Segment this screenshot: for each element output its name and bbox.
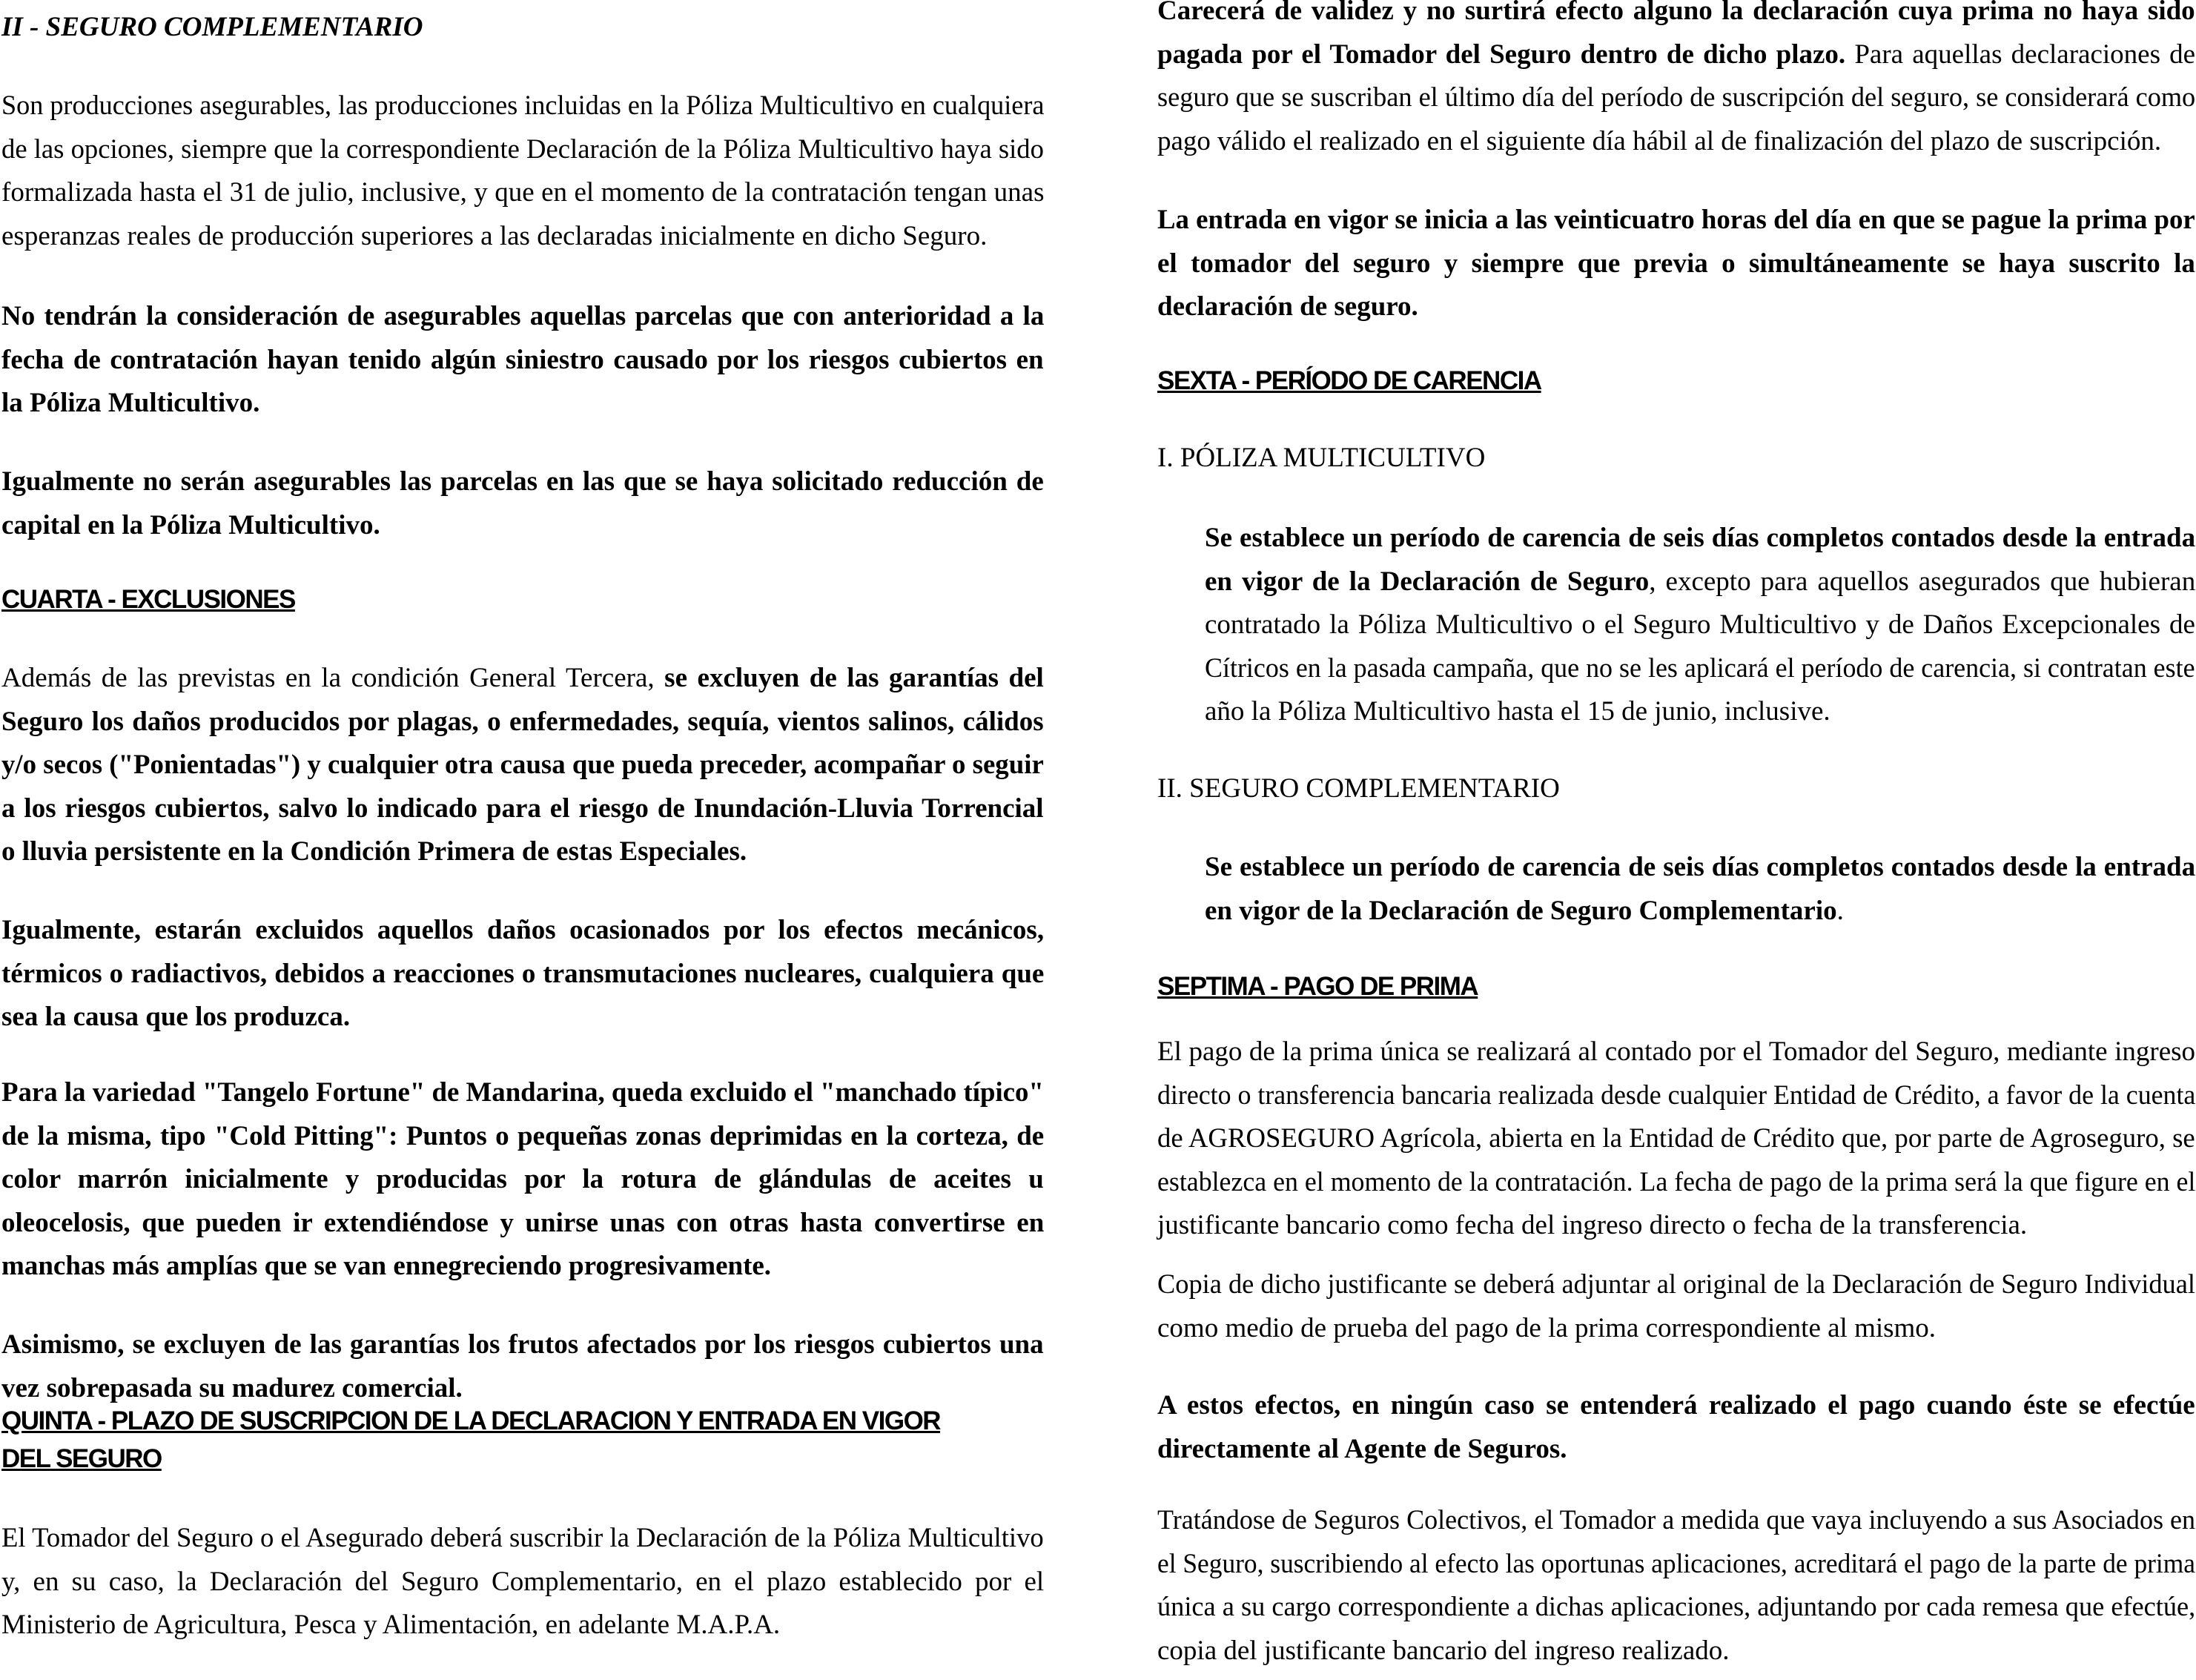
bold-text: de la misma, tipo "Cold Pitting": Puntos o pequeñas zonas deprimidas en la corteza, de [1, 1120, 1045, 1151]
text: El pago de la prima única se realizará al contado por el Tomador del Seguro, mediante ingreso [1157, 1036, 2196, 1067]
bold-text: el tomador del seguro y siempre que previa o simultáneamente se haya suscrito la [1157, 248, 2195, 279]
text: de las opciones, siempre que la correspondiente Declaración de la Póliza Multicultivo haya sido [1, 133, 1044, 165]
text: Son producciones asegurables, las producciones incluidas en la Póliza Multicultivo en cualquiera [1, 90, 1045, 121]
text-line [1205, 603, 2195, 647]
heading-cuarta [1, 578, 1044, 622]
text-line [1, 1245, 1044, 1289]
text-line [1157, 199, 2195, 242]
bold-text: directamente al Agente de Seguros. [1157, 1433, 1567, 1464]
text: . [1836, 895, 1844, 926]
bold-text: La entrada en vigor se inicia a las veinticuatro horas del día en que se pague la prima por [1157, 205, 2195, 235]
text: de AGROSEGURO Agrícola, abierta en la Entidad de Crédito que, por parte de Agroseguro, se [1157, 1123, 2195, 1154]
paragraph [1205, 517, 2195, 734]
text-line [1205, 647, 2195, 691]
text: contratado la Póliza Multicultivo o el Seguro Multicultivo y de Daños Excepcionales de [1205, 609, 2195, 641]
paragraph [1157, 1384, 2195, 1471]
text-line [1, 657, 1044, 701]
bold-text: Igualmente, estarán excluidos aquellos daños ocasionados por los efectos mecánicos, [1, 915, 1045, 945]
heading-line: DEL SEGURO [1, 1444, 162, 1473]
bold-text: oleocelosis, que pueden ir extendiéndose y unirse unas con otras hasta convertirse en [1, 1207, 1045, 1238]
text: Cítricos en la pasada campaña, que no se les aplicará el período de carencia, si contratan este [1205, 652, 2195, 684]
text-line [1157, 1630, 2195, 1673]
bold-text: a los riesgos cubiertos, salvo lo indicado para el riesgo de Inundación-Lluvia Torrencial [1, 793, 1044, 824]
text: Ministerio de Agricultura, Pesca y Alimentación, en adelante M.A.P.A. [1, 1610, 781, 1641]
text-line [1205, 690, 2195, 734]
text-line [1157, 1307, 2195, 1351]
text-line [1157, 1161, 2196, 1205]
subheading [1157, 767, 2195, 811]
text-line [1157, 1586, 2196, 1630]
bold-text: Se establece un período de carencia de seis días completos contados desde la entrada [1205, 523, 2196, 553]
text: Para aquellas declaraciones de [1845, 39, 2196, 70]
text-line [1, 1604, 1044, 1647]
text-line [1, 295, 1044, 339]
heading-line: QUINTA - PLAZO DE SUSCRIPCION DE LA DECLARACION Y ENTRADA EN VIGOR [1, 1406, 941, 1435]
text-line [1, 1071, 1044, 1115]
text: pago válido el realizado en el siguiente día hábil al de finalización del plazo de suscripción. [1157, 125, 2162, 156]
bold-text: sea la causa que los produzca. [1, 1002, 351, 1033]
text-line [1157, 0, 2195, 33]
bold-text: Asimismo, se excluyen de las garantías los frutos afectados por los riesgos cubiertos una [1, 1329, 1044, 1360]
text-line [1157, 1384, 2195, 1428]
text: Copia de dicho justificante se deberá adjuntar al original de la Declaración de Seguro Individual [1157, 1269, 2195, 1300]
text-line [1157, 1263, 2195, 1307]
text-line [1157, 1204, 2195, 1248]
text: El Tomador del Seguro o el Asegurado deberá suscribir la Declaración de la Póliza Multicultivo [1, 1523, 1044, 1553]
text: establezca en el momento de la contratación. La fecha de pago de la prima será la que figure en el [1157, 1166, 2196, 1197]
text-line [1, 1158, 1044, 1202]
text: justificante bancario como fecha del ingreso directo o fecha de la transferencia. [1157, 1210, 2028, 1241]
paragraph [1157, 1031, 2195, 1248]
text-line [1157, 242, 2195, 286]
text-line [1, 1561, 1044, 1604]
text: I. PÓLIZA MULTICULTIVO [1157, 443, 1486, 473]
bold-text: vez sobrepasada su madurez comercial. [1, 1372, 463, 1403]
text-line [1, 504, 1044, 548]
text-line [1, 1202, 1044, 1246]
bold-text: o lluvia persistente en la Condición Primera de estas Especiales. [1, 836, 747, 867]
section-title-text: II - SEGURO COMPLEMENTARIO [1, 12, 423, 42]
heading-sexta [1157, 360, 2195, 403]
paragraph [1157, 199, 2195, 329]
text-line [1, 382, 1044, 426]
text-line [1157, 1428, 2195, 1472]
text-line [1, 787, 1044, 831]
text: y, en su caso, la Declaración del Seguro Complementario, en el plazo establecido por el [1, 1566, 1045, 1597]
text-line [1205, 846, 2195, 890]
bold-text: térmicos o radiactivos, debidos a reacciones o transmutaciones nucleares, cualquiera que [1, 958, 1045, 989]
bold-text: Igualmente no serán asegurables las parcelas en las que se haya solicitado reducción de [1, 466, 1044, 497]
paragraph [1, 1517, 1044, 1647]
paragraph [1157, 1263, 2195, 1350]
text-line [1157, 767, 2195, 811]
text: Además de las previstas en la condición General Tercera, [1, 663, 665, 693]
text-line [1, 339, 1044, 383]
text-line [1, 744, 1044, 787]
text-line [1205, 517, 2195, 560]
text: directo o transferencia bancaria realizada desde cualquier Entidad de Crédito, a favor de la cuenta [1157, 1079, 2196, 1111]
bold-text: capital en la Póliza Multicultivo. [1, 509, 380, 540]
paragraph [1205, 846, 2195, 933]
text-line [1157, 1031, 2195, 1074]
text: , excepto para aquellos asegurados que hubieran [1649, 566, 2196, 597]
heading-septima [1157, 965, 2195, 1009]
bold-text: Para la variedad "Tangelo Fortune" de Mandarina, queda excluido el "manchado típico" [1, 1077, 1044, 1108]
paragraph [1, 85, 1044, 258]
text-line [1, 215, 1044, 259]
bold-text: A estos efectos, en ningún caso se entenderá realizado el pago cuando éste se efectúe [1157, 1390, 2195, 1421]
text-line [1, 460, 1044, 504]
heading-quinta [1, 1402, 1044, 1478]
paragraph [1157, 1499, 2195, 1673]
text: como medio de prueba del pago de la prima correspondiente al mismo. [1157, 1312, 1937, 1343]
text: año la Póliza Multicultivo hasta el 15 de junio, inclusive. [1205, 696, 1830, 727]
text-line [1, 701, 1044, 744]
text-line [1, 953, 1044, 996]
section-title [1, 6, 1044, 50]
text-line [1157, 1499, 2196, 1543]
bold-text: Carecerá de validez y no surtirá efecto alguno la declaración cuya prima no haya sido [1157, 0, 2195, 26]
bold-text: en vigor de la Declaración de Seguro Complementario [1205, 895, 1837, 926]
paragraph [1157, 0, 2195, 163]
bold-text: pagada por el Tomador del Seguro dentro de dicho plazo. [1157, 39, 1846, 70]
text: única a su cargo correspondiente a dichas aplicaciones, adjuntando por cada remesa que efectúe, [1157, 1592, 2196, 1623]
text-line [1157, 285, 2195, 329]
text: esperanzas reales de producción superiores a las declaradas inicialmente en dicho Seguro. [1, 220, 988, 251]
text-line [1205, 890, 2195, 933]
paragraph [1, 295, 1044, 426]
text: formalizada hasta el 31 de julio, inclusive, y que en el momento de la contratación tengan unas [1, 177, 1045, 208]
text: copia del justificante bancario del ingreso realizado. [1157, 1635, 1730, 1666]
paragraph [1, 1323, 1044, 1410]
text-line [1157, 437, 2195, 480]
subheading [1157, 437, 2195, 480]
text-line [1205, 560, 2195, 604]
text-line [1157, 1074, 2196, 1118]
heading-line: CUARTA - EXCLUSIONES [1, 585, 295, 614]
text-line [1157, 33, 2195, 77]
bold-text: fecha de contratación hayan tenido algún siniestro causado por los riesgos cubiertos en [1, 344, 1044, 375]
paragraph [1, 460, 1044, 547]
heading-line: SEPTIMA - PAGO DE PRIMA [1157, 972, 1478, 1001]
bold-text: se excluyen de las garantías del [664, 663, 1044, 693]
text-line [1, 85, 1045, 128]
bold-text: la Póliza Multicultivo. [1, 388, 260, 419]
heading-line: SEXTA - PERÍODO DE CARENCIA [1157, 366, 1541, 395]
text-line [1, 830, 1044, 874]
bold-text: Seguro los daños producidos por plagas, o enfermedades, sequía, vientos salinos, cálidos [1, 706, 1044, 737]
text-line [1, 128, 1044, 172]
text-line [1, 1323, 1044, 1367]
paragraph [1, 657, 1044, 874]
text: el Seguro, suscribiendo al efecto las oportunas aplicaciones, acreditará el pago de la parte de prima [1157, 1548, 2195, 1579]
bold-text: manchas más amplías que se van ennegreciendo progresivamente. [1, 1251, 772, 1282]
text-line [1, 171, 1044, 215]
bold-text: color marrón inicialmente y producidas por la rotura de glándulas de aceites u [1, 1164, 1044, 1195]
paragraph [1, 1071, 1044, 1289]
text-line [1157, 76, 2196, 120]
text: seguro que se suscriban el último día del período de suscripción del seguro, se considerará como [1157, 82, 2196, 113]
bold-text: y/o secos ("Ponientadas") y cualquier otra causa que pueda preceder, acompañar o seguir [1, 750, 1044, 781]
text-line [1157, 1543, 2195, 1587]
text-line [1157, 120, 2195, 164]
text-line [1157, 1117, 2195, 1161]
paragraph [1, 909, 1044, 1039]
text-line [1, 909, 1044, 953]
bold-text: No tendrán la consideración de asegurables aquellas parcelas que con anterioridad a la [1, 301, 1045, 331]
bold-text: en vigor de la Declaración de Seguro [1205, 566, 1650, 597]
text: II. SEGURO COMPLEMENTARIO [1157, 773, 1560, 804]
text-line [1, 1115, 1044, 1159]
text-line [1, 1517, 1044, 1561]
bold-text: declaración de seguro. [1157, 291, 1418, 323]
text: Tratándose de Seguros Colectivos, el Tomador a medida que vaya incluyendo a sus Asociados en [1157, 1505, 2196, 1535]
bold-text: Se establece un período de carencia de seis días completos contados desde la entrada [1205, 852, 2196, 882]
text-line [1, 996, 1044, 1039]
